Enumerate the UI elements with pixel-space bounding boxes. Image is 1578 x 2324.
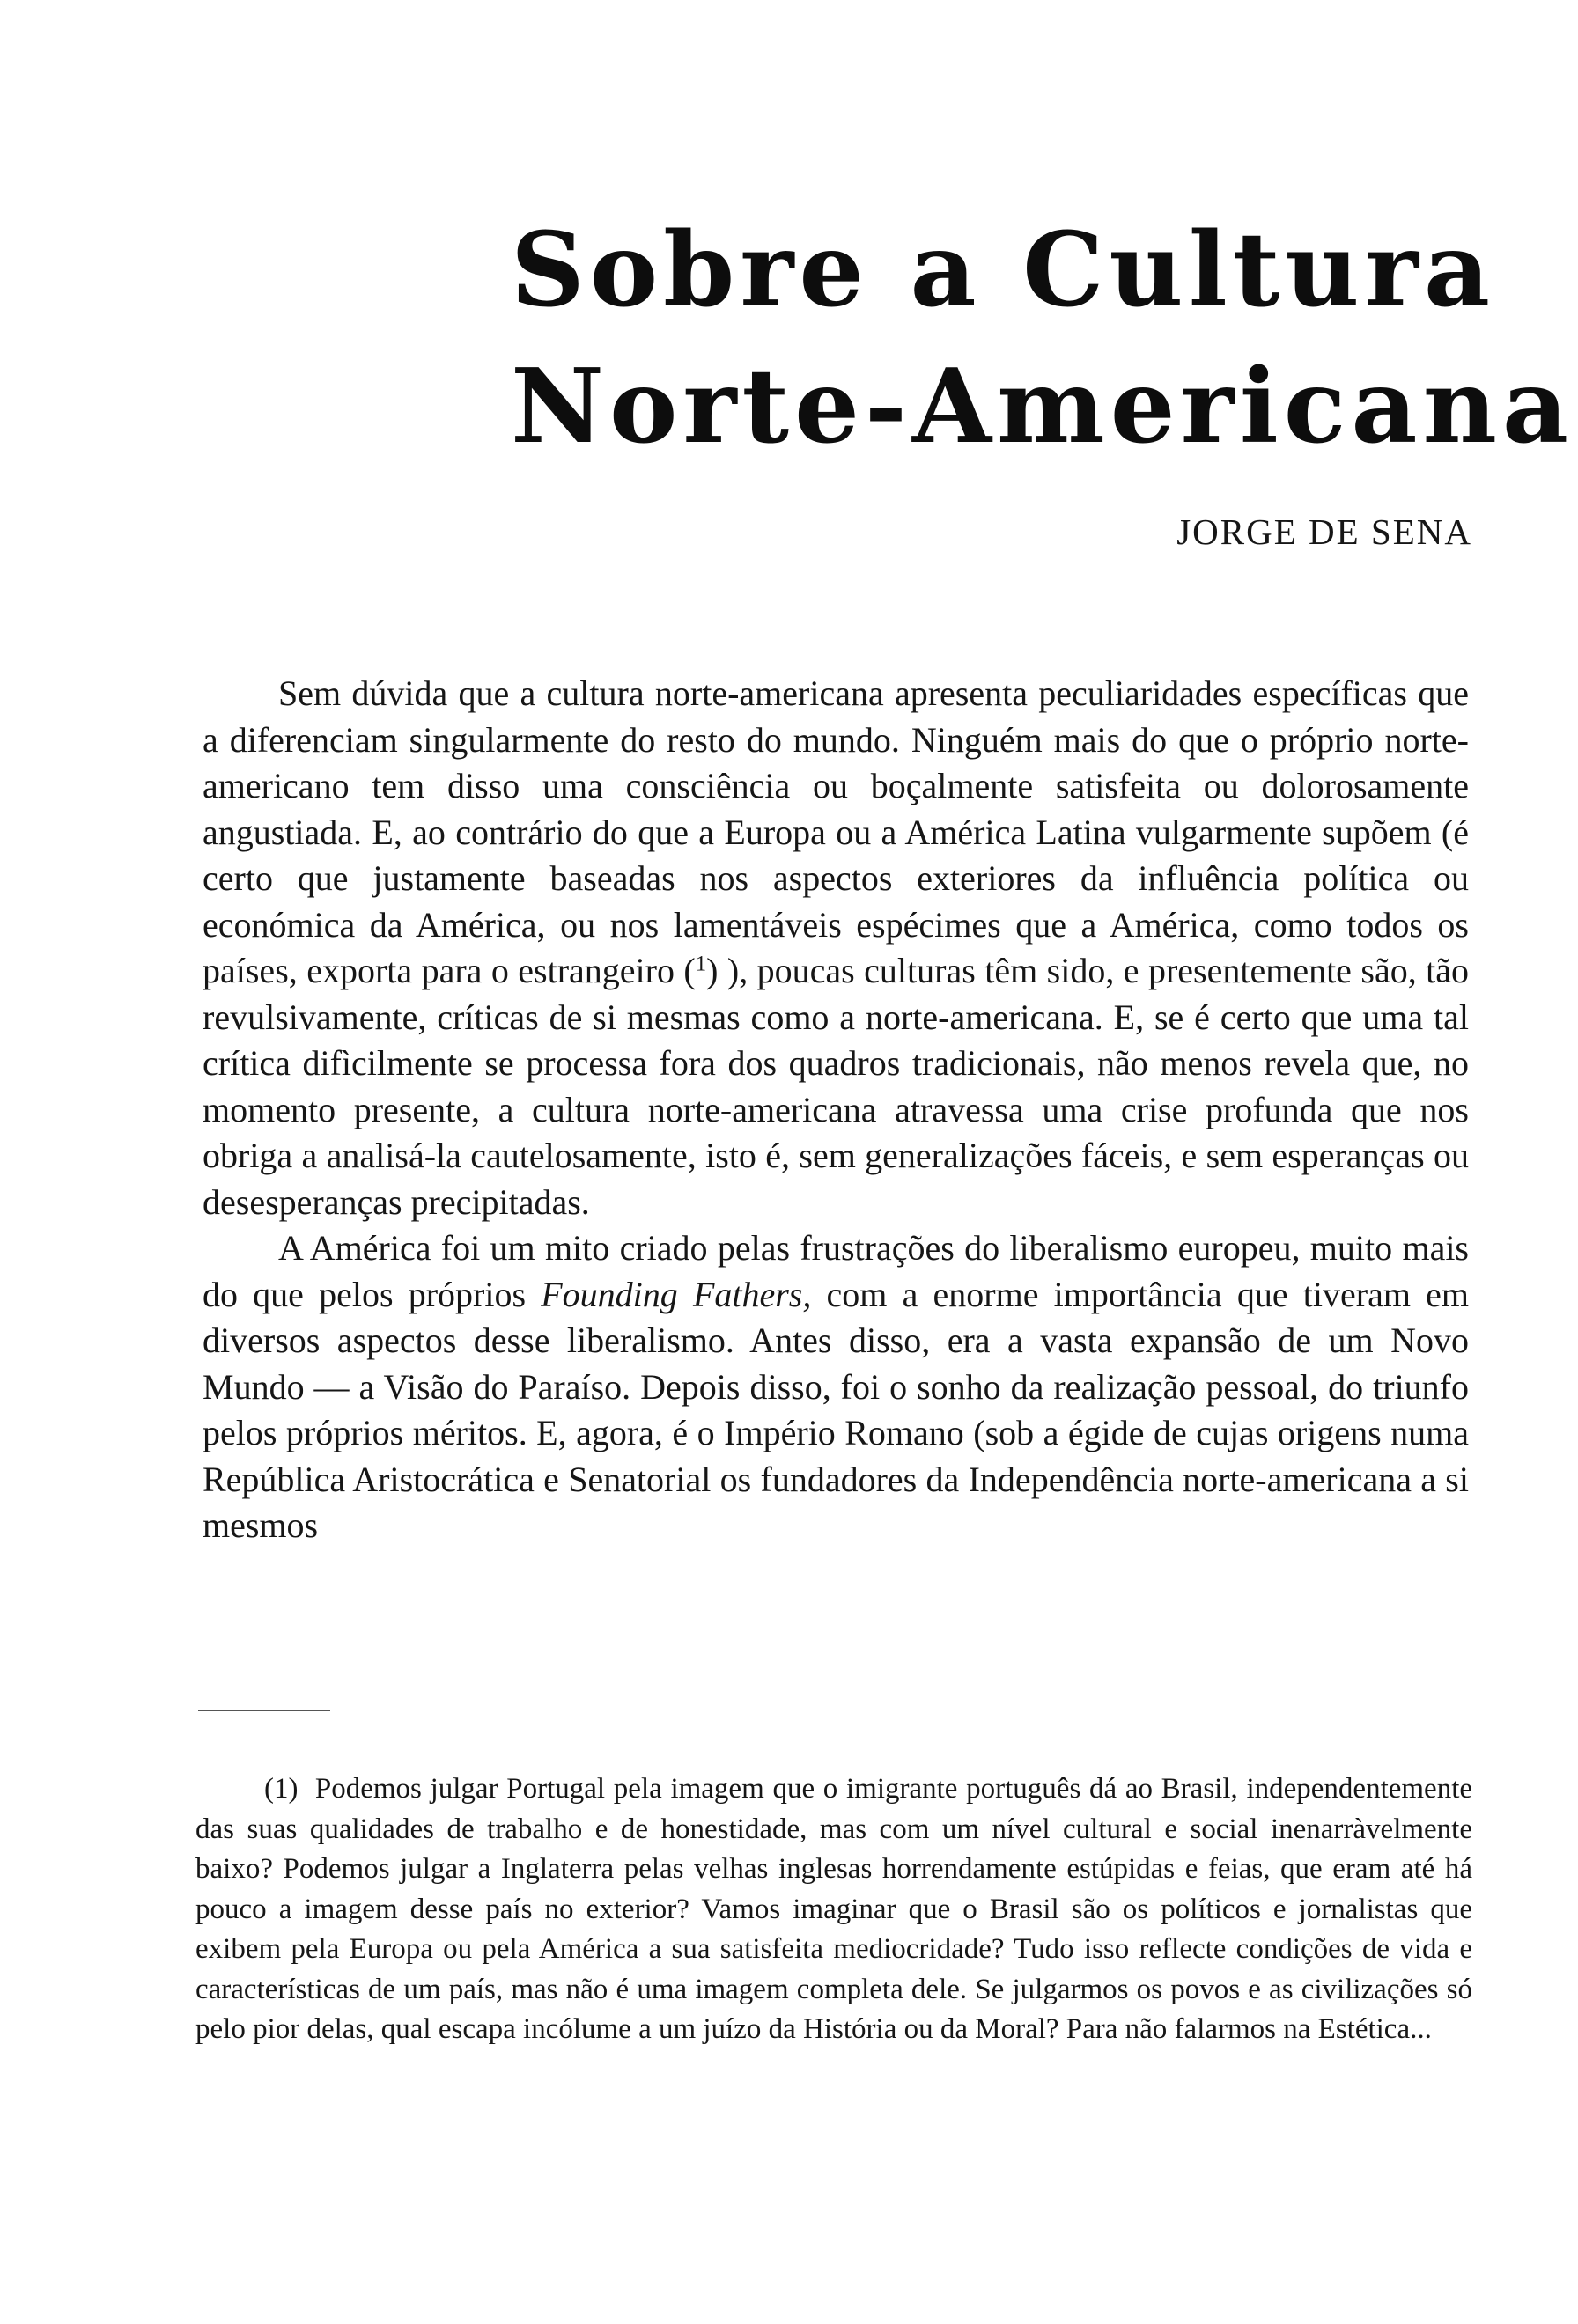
body-paragraph-1 [203,671,1469,1225]
author-name: JORGE DE SENA [1176,511,1472,552]
article-title [511,202,1574,475]
article-title-line-2: Norte-Americana [511,347,1574,467]
paragraph-2-text-a: A América foi um mito criado pelas frustrações do liberalismo europeu, muito mais do que pelos próprios [203,1228,1469,1314]
article-body [203,671,1469,1549]
article-title-line-1: Sobre a Cultura [511,210,1496,330]
paragraph-2-text-b: com a enorme importância que tiveram em diversos aspectos desse liberalismo. Antes disso, era a vasta expansão de um Novo Mundo — a Visão do Paraíso. Depois disso, foi o sonho da realização pessoal, do triunfo pelos próprios méritos. E, agora, é o Império Romano (sob a égide de cujas origens numa República Aristocrática e Senatorial os fundadores da Independência norte-americana a si mesmos [203,1274,1469,1545]
body-paragraph-2 [203,1225,1469,1549]
footnote-marker: (1) [264,1773,299,1805]
paragraph-1-text-a: Sem dúvida que a cultura norte-americana apresenta peculiaridades específicas que a diferenciam singularmente do resto do mundo. Ninguém mais do que o próprio norte-americano tem disso uma consciência ou boçalmente satisfeita ou dolorosamente angustiada. E, ao contrário do que a Europa ou a América Latina vulgarmente supõem (é certo que justamente baseadas nos aspectos exteriores da influência política ou económica da América, ou nos lamentáveis espécimes que a América, como todos os países, exporta para o estrangeiro ( [203,673,1469,990]
footnote [195,1769,1472,2050]
footnote-text: Podemos julgar Portugal pela imagem que o imigrante português dá ao Brasil, independentemente das suas qualidades de trabalho e de honestidade, mas com um nível cultural e social inenarràvelmente baixo? Podemos julgar a Inglaterra pelas velhas inglesas horrendamente estúpidas e feias, que eram até há pouco a imagem desse país no exterior? Vamos imaginar que o Brasil são os políticos e jornalistas que exibem pela Europa ou pela América a sua satisfeita mediocridade? Tudo isso reflecte condições de vida e características de um país, mas não é uma imagem completa dele. Se julgarmos os povos e as civilizações só pelo pior delas, qual escapa incólume a um juízo da História ou da Moral? Para não falarmos na Estética... [195,1773,1473,2045]
paragraph-1-text-b: ) ), poucas culturas têm sido, e presentemente são, tão revulsivamente, críticas de si mesmas como a norte-americana. E, se é certo que uma tal crítica difìcilmente se processa fora dos quadros tradicionais, não menos revela que, no momento presente, a cultura norte-americana atravessa uma crise profunda que nos obriga a analisá-la cautelosamente, isto é, sem generalizações fáceis, e sem esperanças ou desesperanças precipitadas. [203,951,1470,1222]
footnote-divider [198,1710,330,1711]
paragraph-2-italic: Founding Fathers, [541,1274,812,1314]
footnote-reference: 1 [695,952,707,976]
